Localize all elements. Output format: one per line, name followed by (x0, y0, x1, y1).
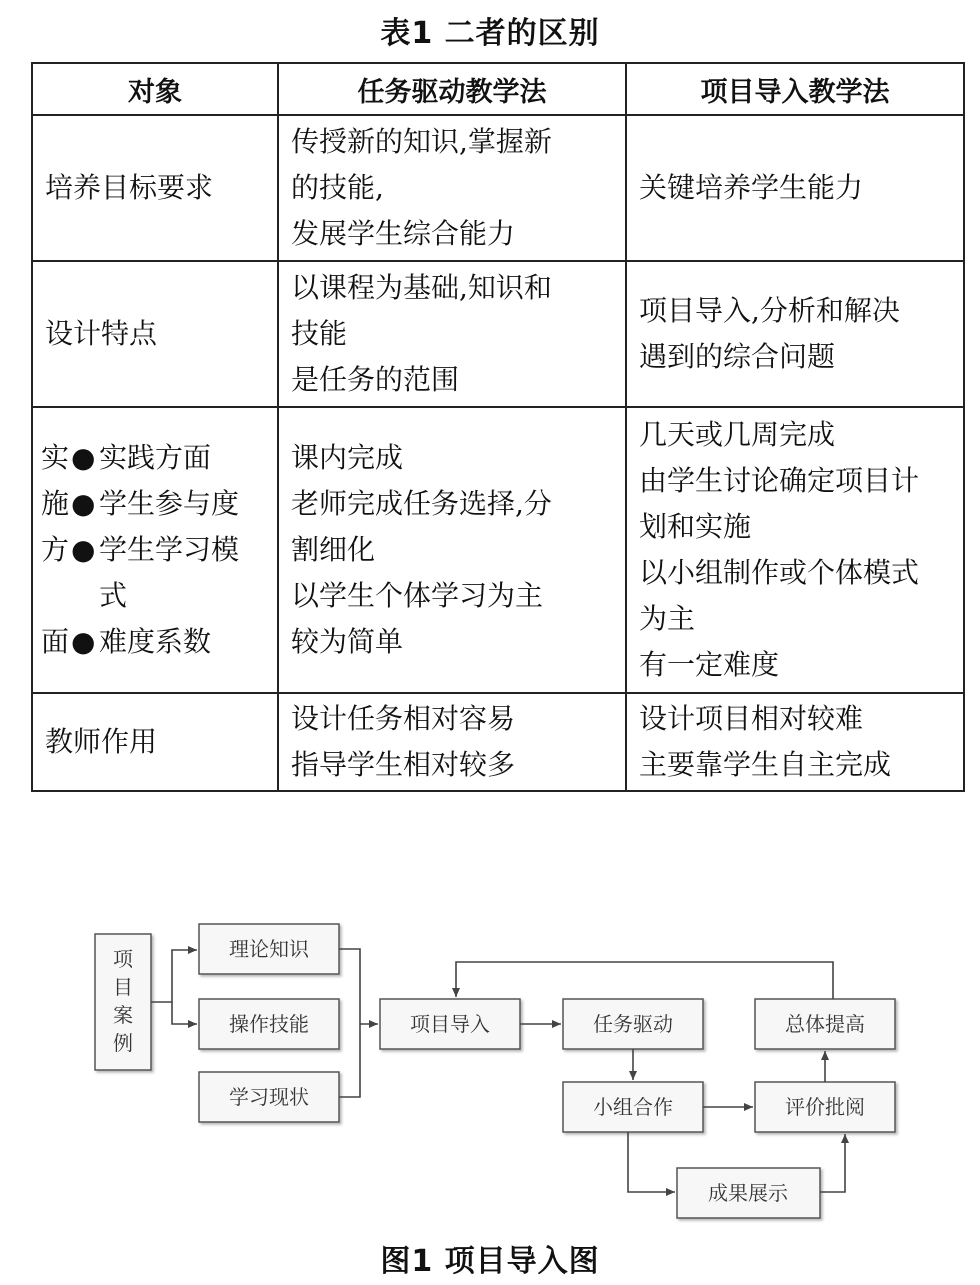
arrow-case-split (151, 950, 197, 1002)
arrow-improve-import (456, 962, 833, 999)
label-text: 教师作用 (45, 725, 158, 758)
case-char: 例 (113, 1031, 133, 1055)
case-char: 项 (113, 947, 133, 971)
cell-line: 几天或几周完成 (639, 418, 836, 451)
header-project-import: 项目导入教学法 (626, 63, 964, 115)
impl-line (41, 619, 273, 665)
task-cell (278, 261, 626, 407)
cell-line: 由学生讨论确定项目计 (639, 464, 920, 497)
header-object: 对象 (32, 63, 278, 115)
cell-line: 项目导入,分析和解决 (639, 294, 900, 327)
node-theory-label: 理论知识 (229, 937, 309, 961)
side-char: 面 (41, 625, 70, 658)
implementation-label (41, 435, 273, 665)
bullet-icon: ● (71, 625, 96, 658)
cell-line: 割细化 (291, 533, 376, 566)
task-cell (278, 407, 626, 693)
label-text: 培养目标要求 (45, 171, 214, 204)
comparison-table (31, 62, 965, 792)
node-group-label: 小组合作 (593, 1095, 673, 1119)
arrow-theory-merge (339, 949, 360, 1097)
node-status-label: 学习现状 (229, 1085, 309, 1109)
cell-line: 主要靠学生自主完成 (639, 748, 892, 781)
cell-line: 是任务的范围 (291, 363, 460, 396)
project-cell (626, 693, 964, 791)
impl-item: 学生学习模 (99, 533, 240, 566)
task-cell (278, 693, 626, 791)
cell-line: 划和实施 (639, 510, 752, 543)
cell-line: 设计项目相对较难 (639, 702, 864, 735)
cell-line: 遇到的综合问题 (639, 340, 836, 373)
arrow-to-skill (172, 1002, 197, 1024)
side-char: 方 (41, 533, 70, 566)
project-cell (626, 407, 964, 693)
row-label (32, 261, 278, 407)
table-title: 表1 二者的区别 (380, 16, 600, 51)
side-char: 施 (41, 487, 70, 520)
cell-line: 发展学生综合能力 (291, 217, 516, 250)
row-label (32, 693, 278, 791)
figure-caption: 图1 项目导入图 (380, 1244, 600, 1279)
table-row-implementation (32, 407, 964, 693)
impl-item: 难度系数 (99, 625, 212, 658)
cell-line: 老师完成任务选择,分 (291, 487, 552, 520)
cell-line: 以小组制作或个体模式 (639, 556, 920, 589)
label-text: 设计特点 (45, 317, 158, 350)
impl-item: 式 (99, 579, 128, 612)
cell-line: 以课程为基础,知识和 (291, 271, 552, 304)
cell-line: 有一定难度 (639, 648, 780, 681)
table-row-design (32, 261, 964, 407)
impl-line (41, 481, 273, 527)
table-row-teacher (32, 693, 964, 791)
impl-line (41, 527, 273, 573)
case-char: 案 (113, 1003, 133, 1027)
node-import-label: 项目导入 (410, 1012, 490, 1036)
table-row-goal (32, 115, 964, 261)
cell-line: 课内完成 (291, 441, 404, 474)
table-header-row (32, 63, 964, 115)
flow-diagram (0, 900, 980, 1240)
impl-item: 实践方面 (99, 441, 212, 474)
bullet-icon: ● (71, 487, 96, 520)
cell-line: 较为简单 (291, 625, 404, 658)
row-label (32, 407, 278, 693)
arrow-show-review (820, 1134, 845, 1192)
impl-item: 学生参与度 (99, 487, 240, 520)
bullet-icon: ● (71, 441, 96, 474)
cell-line: 为主 (639, 602, 696, 635)
side-char: 实 (41, 441, 70, 474)
arrow-group-show (628, 1132, 675, 1192)
node-review-label: 评价批阅 (785, 1095, 865, 1119)
task-cell (278, 115, 626, 261)
cell-line: 技能 (291, 317, 348, 350)
cell-line: 设计任务相对容易 (291, 702, 516, 735)
project-cell (626, 115, 964, 261)
impl-line (41, 435, 273, 481)
node-show-label: 成果展示 (708, 1181, 788, 1205)
cell-line: 传授新的知识,掌握新 (291, 125, 552, 158)
node-task-label: 任务驱动 (593, 1012, 673, 1036)
cell-line: 关键培养学生能力 (639, 171, 864, 204)
case-char: 目 (113, 975, 133, 999)
header-task-driven: 任务驱动教学法 (278, 63, 626, 115)
cell-line: 的技能, (291, 171, 384, 204)
row-label (32, 115, 278, 261)
node-skill-label: 操作技能 (229, 1012, 309, 1036)
cell-line: 指导学生相对较多 (291, 748, 516, 781)
cell-line: 以学生个体学习为主 (291, 579, 544, 612)
node-improve-label: 总体提高 (785, 1012, 865, 1036)
bullet-icon: ● (71, 533, 96, 566)
project-cell (626, 261, 964, 407)
impl-line (41, 573, 273, 619)
